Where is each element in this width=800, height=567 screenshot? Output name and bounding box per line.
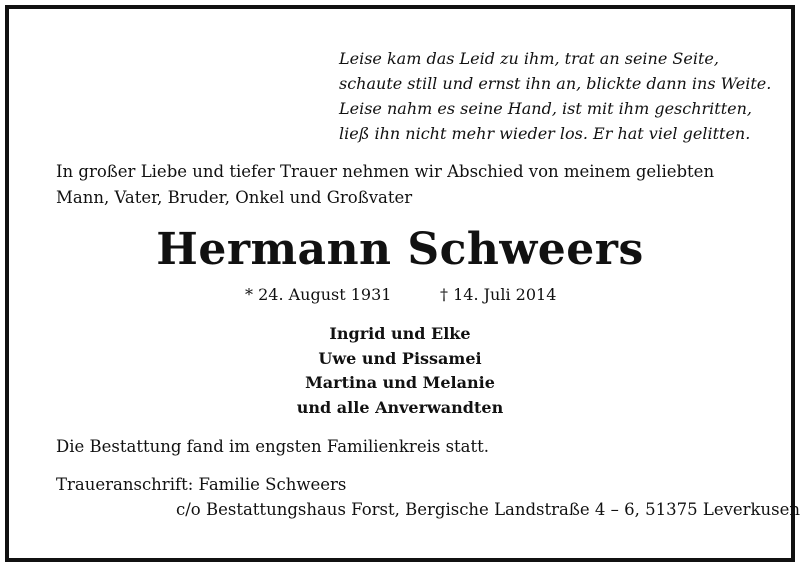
poem-line: schaute still und ernst ihn an, blickte dann ins Weite. [339,74,772,93]
mourner-entry: und alle Anverwandten [296,397,504,417]
mourner-entry: Martina und Melanie [305,373,495,392]
poem-line: ließ ihn nicht mehr wieder los. Er hat viel gelitten. [339,124,751,143]
poem-line: Leise nahm es seine Hand, ist mit ihm geschritten, [339,99,753,118]
address-label: Traueranschrift: Familie Schweers [56,475,347,494]
death-date: † 14. Juli 2014 [440,285,557,304]
address-line: c/o Bestattungshaus Forst, Bergische Landstraße 4 – 6, 51375 Leverkusen [176,500,800,519]
poem-line: Leise kam das Leid zu ihm, trat an seine Seite, [339,49,719,68]
mourner-entry: Ingrid und Elke [329,324,471,343]
mourners-list [0,322,800,420]
funeral-note: Die Bestattung fand im engsten Familienkreis statt. [56,437,490,456]
mourner-entry: Uwe und Pissamei [318,348,482,368]
birth-date: * 24. August 1931 [245,285,392,304]
intro-text: In großer Liebe und tiefer Trauer nehmen wir Abschied von meinem geliebten Mann, Vater, Bruder, Onkel und Großvater [56,162,715,207]
deceased-name: Hermann Schweers [156,224,644,275]
poem [339,46,771,146]
